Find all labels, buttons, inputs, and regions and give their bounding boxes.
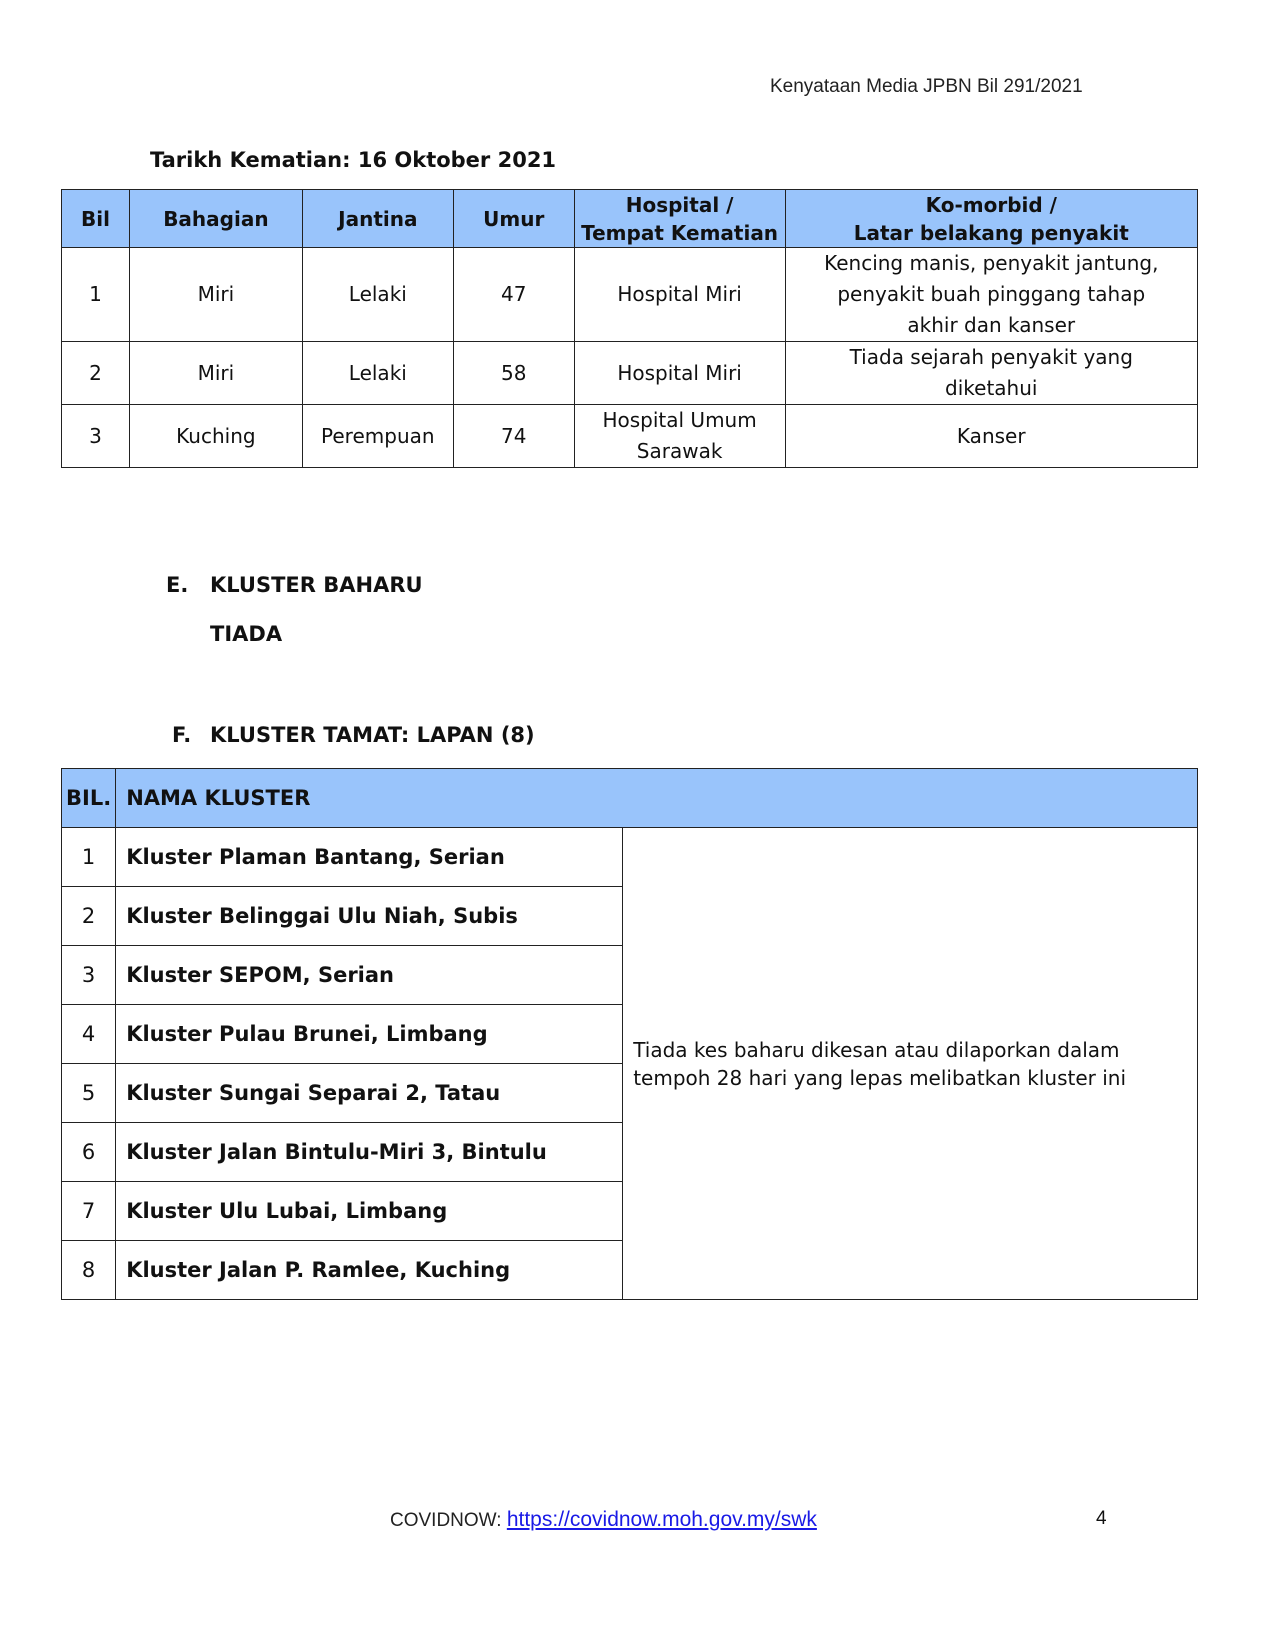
- cluster-bil: 7: [62, 1182, 116, 1241]
- header-hospital-line1: Hospital /: [625, 192, 734, 217]
- cluster-name: Kluster Belinggai Ulu Niah, Subis: [116, 887, 623, 946]
- cell-hospital: [574, 248, 785, 342]
- cluster-table: [61, 768, 1198, 1300]
- cell-bahagian: Kuching: [129, 405, 302, 468]
- cell-komorbid-line2: diketahui: [945, 376, 1038, 400]
- cell-hospital: [574, 342, 785, 405]
- death-date-title: Tarikh Kematian: 16 Oktober 2021: [150, 148, 557, 172]
- header-jantina: Jantina: [302, 190, 453, 248]
- footer-label: COVIDNOW:: [390, 1510, 507, 1531]
- header-komorbid-line2: Latar belakang penyakit: [853, 220, 1129, 245]
- cell-jantina: Lelaki: [302, 248, 453, 342]
- section-e-title: KLUSTER BAHARU: [210, 573, 423, 597]
- section-f-letter: F.: [172, 723, 192, 747]
- cell-hospital-line2: Sarawak: [636, 439, 723, 463]
- cell-bil: 1: [62, 248, 130, 342]
- header-umur: Umur: [453, 190, 574, 248]
- cluster-name: Kluster Ulu Lubai, Limbang: [116, 1182, 623, 1241]
- section-e-value: TIADA: [210, 622, 283, 646]
- cell-komorbid-line1: Tiada sejarah penyakit yang: [849, 345, 1133, 369]
- cell-komorbid: [785, 248, 1197, 342]
- cell-hospital-line1: Hospital Miri: [617, 282, 742, 306]
- header-komorbid: [785, 190, 1197, 248]
- cluster-header-row: [62, 769, 1198, 828]
- table-row: [62, 405, 1198, 468]
- cluster-note: [623, 828, 1198, 1300]
- header-komorbid-line1: Ko-morbid /: [925, 192, 1057, 217]
- header-bahagian: Bahagian: [129, 190, 302, 248]
- cell-bahagian: Miri: [129, 248, 302, 342]
- cell-umur: 74: [453, 405, 574, 468]
- table-row: [62, 342, 1198, 405]
- header-hospital-line2: Tempat Kematian: [581, 220, 779, 245]
- cell-komorbid: [785, 342, 1197, 405]
- cluster-name: Kluster SEPOM, Serian: [116, 946, 623, 1005]
- page-number: 4: [1096, 1508, 1107, 1529]
- cluster-bil: 6: [62, 1123, 116, 1182]
- cluster-name: Kluster Plaman Bantang, Serian: [116, 828, 623, 887]
- section-e-letter: E.: [166, 573, 189, 597]
- header-bil: Bil: [62, 190, 130, 248]
- cell-komorbid-line1: Kanser: [956, 423, 1026, 448]
- cell-komorbid-line2: penyakit buah pinggang tahap: [837, 282, 1146, 306]
- cluster-name: Kluster Jalan Bintulu-Miri 3, Bintulu: [116, 1123, 623, 1182]
- cluster-bil: 8: [62, 1241, 116, 1300]
- header-nama-kluster: NAMA KLUSTER: [116, 769, 1198, 828]
- cell-hospital-line1: Hospital Umum: [602, 408, 757, 432]
- document-reference: Kenyataan Media JPBN Bil 291/2021: [770, 76, 1083, 97]
- footer: [390, 1508, 817, 1532]
- cluster-name: Kluster Pulau Brunei, Limbang: [116, 1005, 623, 1064]
- cluster-name: Kluster Jalan P. Ramlee, Kuching: [116, 1241, 623, 1300]
- covidnow-link[interactable]: https://covidnow.moh.gov.my/swk: [506, 1508, 817, 1531]
- cluster-bil: 5: [62, 1064, 116, 1123]
- cell-umur: 47: [453, 248, 574, 342]
- table-row: [62, 248, 1198, 342]
- cell-hospital: [574, 405, 785, 468]
- cell-umur: 58: [453, 342, 574, 405]
- cell-jantina: Lelaki: [302, 342, 453, 405]
- header-hospital: [574, 190, 785, 248]
- cluster-note-line1: Tiada kes baharu dikesan atau dilaporkan dalam: [633, 1037, 1120, 1062]
- cluster-bil: 3: [62, 946, 116, 1005]
- table-row: [62, 828, 1198, 887]
- cell-komorbid-line1: Kencing manis, penyakit jantung,: [824, 251, 1159, 275]
- cell-bil: 2: [62, 342, 130, 405]
- deaths-table: [61, 189, 1198, 468]
- deaths-header-row: [62, 190, 1198, 248]
- cluster-bil: 2: [62, 887, 116, 946]
- cell-bil: 3: [62, 405, 130, 468]
- section-f-title: KLUSTER TAMAT: LAPAN (8): [210, 723, 535, 747]
- cluster-bil: 4: [62, 1005, 116, 1064]
- cell-jantina: Perempuan: [302, 405, 453, 468]
- cell-hospital-line1: Hospital Miri: [617, 360, 742, 385]
- cluster-bil: 1: [62, 828, 116, 887]
- cell-komorbid: [785, 405, 1197, 468]
- cell-bahagian: Miri: [129, 342, 302, 405]
- cluster-note-line2: tempoh 28 hari yang lepas melibatkan kluster ini: [633, 1065, 1127, 1090]
- cluster-name: Kluster Sungai Separai 2, Tatau: [116, 1064, 623, 1123]
- cell-komorbid-line3: akhir dan kanser: [907, 313, 1076, 337]
- header-bil: BIL.: [62, 769, 116, 828]
